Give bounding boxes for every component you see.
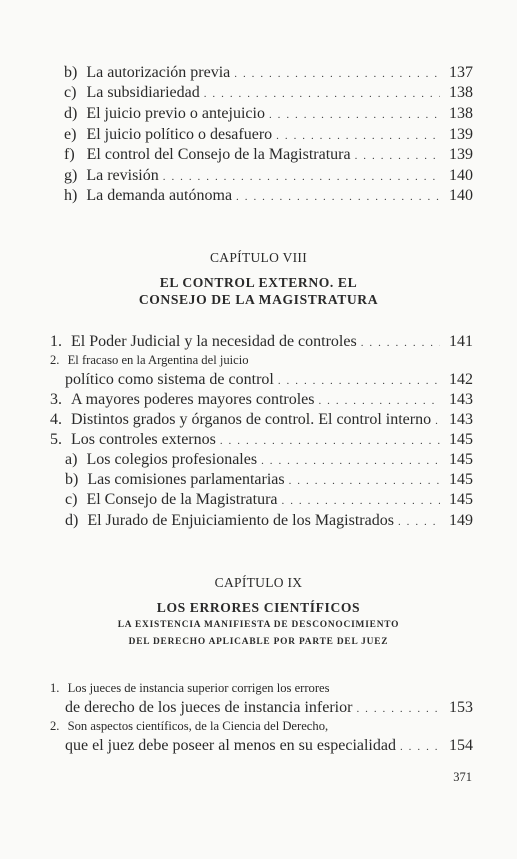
entry-title: El Consejo de la Magistratura: [86, 491, 278, 508]
toc-entry-first-line: [50, 353, 249, 368]
leader-dots: [289, 475, 440, 487]
leader-dots: [163, 171, 440, 183]
entry-label: 2.: [50, 353, 60, 367]
toc-entry: [65, 737, 473, 755]
chapter-subheading: DEL DERECHO APLICABLE POR PARTE DEL JUEZ: [128, 637, 389, 647]
entry-page: 143: [449, 391, 473, 408]
leader-dots: [361, 337, 440, 349]
entry-page: 138: [449, 105, 473, 122]
leader-dots: [355, 150, 440, 162]
entry-title: El control del Consejo de la Magistratura: [86, 146, 351, 163]
entry-label: 1.: [50, 333, 62, 350]
leader-dots: [400, 741, 440, 753]
entry-title-line: Son aspectos científicos, de la Ciencia del Derecho,: [67, 719, 329, 733]
entry-page: 138: [449, 84, 473, 101]
leader-dots: [236, 191, 440, 203]
entry-label: e): [64, 126, 77, 143]
toc-entry: [64, 146, 473, 164]
toc-entry: [65, 371, 473, 389]
entry-title: Los controles externos: [71, 431, 216, 448]
entry-title-line: Los jueces de instancia superior corrigen los errores: [67, 681, 330, 695]
entry-title: La revisión: [86, 167, 159, 184]
entry-label: d): [65, 512, 79, 529]
entry-page: 145: [449, 431, 473, 448]
toc-entry: [64, 167, 473, 185]
leader-dots: [220, 435, 440, 447]
entry-title: El Poder Judicial y la necesidad de controles: [71, 333, 357, 350]
entry-label: a): [65, 451, 78, 468]
entry-label: g): [64, 167, 78, 184]
entry-page: 142: [449, 371, 473, 388]
entry-title: La autorización previa: [86, 64, 231, 81]
entry-page: 139: [449, 146, 473, 163]
entry-label: b): [65, 471, 79, 488]
toc-entry: [64, 126, 473, 144]
entry-page: 145: [449, 451, 473, 468]
entry-title: político como sistema de control: [65, 371, 274, 388]
toc-entry: [50, 333, 473, 351]
entry-title: El juicio previo o antejuicio: [86, 105, 265, 122]
entry-title-line: El fracaso en la Argentina del juicio: [67, 353, 249, 367]
entry-label: d): [64, 105, 78, 122]
entry-label: 5.: [50, 431, 62, 448]
toc-entry: [65, 512, 473, 530]
entry-page: 145: [449, 471, 473, 488]
leader-dots: [276, 130, 440, 142]
toc-entry: [64, 64, 473, 82]
entry-page: 140: [449, 167, 473, 184]
entry-label: h): [64, 187, 78, 204]
chapter-heading: EL CONTROL EXTERNO. EL: [159, 275, 358, 290]
toc-entry: [65, 699, 473, 717]
entry-label: c): [64, 84, 77, 101]
leader-dots: [398, 516, 440, 528]
toc-entry: [50, 411, 473, 429]
entry-page: 139: [449, 126, 473, 143]
entry-title: de derecho de los jueces de instancia inferior: [65, 699, 353, 716]
entry-label: 1.: [50, 681, 60, 695]
leader-dots: [318, 395, 440, 407]
entry-label: f): [64, 146, 75, 163]
entry-title: Los colegios profesionales: [86, 451, 258, 468]
entry-title: Distintos grados y órganos de control. El control interno: [71, 411, 432, 428]
entry-title: La subsidiariedad: [86, 84, 200, 101]
leader-dots: [435, 415, 440, 427]
toc-entry: [50, 391, 473, 409]
leader-dots: [282, 495, 441, 507]
toc-entry: [64, 84, 473, 102]
leader-dots: [269, 109, 440, 121]
toc-entry: [64, 105, 473, 123]
entry-page: 149: [449, 512, 473, 529]
chapter-subheading: LA EXISTENCIA MANIFIESTA DE DESCONOCIMIENTO: [117, 620, 400, 630]
leader-dots: [204, 88, 440, 100]
entry-label: 2.: [50, 719, 60, 733]
chapter-heading: CONSEJO DE LA MAGISTRATURA: [138, 292, 379, 307]
chapter-label: CAPÍTULO IX: [214, 575, 303, 590]
entry-label: 4.: [50, 411, 62, 428]
toc-entry: [65, 451, 473, 469]
entry-title: La demanda autónoma: [86, 187, 233, 204]
entry-title: El juicio político o desafuero: [86, 126, 273, 143]
leader-dots: [278, 375, 440, 387]
toc-entry: [65, 491, 473, 509]
page-number: 371: [453, 770, 472, 784]
chapter-label: CAPÍTULO VIII: [209, 250, 307, 265]
entry-title: A mayores poderes mayores controles: [71, 391, 315, 408]
leader-dots: [261, 455, 440, 467]
entry-page: 145: [449, 491, 473, 508]
entry-title: El Jurado de Enjuiciamiento de los Magistrados: [87, 512, 394, 529]
entry-page: 143: [449, 411, 473, 428]
entry-page: 141: [449, 333, 473, 350]
toc-entry: [65, 471, 473, 489]
leader-dots: [234, 68, 440, 80]
entry-page: 154: [449, 737, 473, 754]
entry-title: Las comisiones parlamentarias: [87, 471, 285, 488]
toc-entry: [64, 187, 473, 205]
entry-page: 140: [449, 187, 473, 204]
entry-label: c): [65, 491, 78, 508]
chapter-heading: LOS ERRORES CIENTÍFICOS: [156, 600, 361, 615]
entry-page: 137: [449, 64, 473, 81]
entry-label: b): [64, 64, 78, 81]
leader-dots: [356, 703, 440, 715]
toc-entry: [50, 431, 473, 449]
entry-title: que el juez debe poseer al menos en su especialidad: [65, 737, 396, 754]
toc-entry-first-line: [50, 681, 330, 696]
entry-label: 3.: [50, 391, 62, 408]
toc-entry-first-line: [50, 719, 328, 734]
entry-page: 153: [449, 699, 473, 716]
